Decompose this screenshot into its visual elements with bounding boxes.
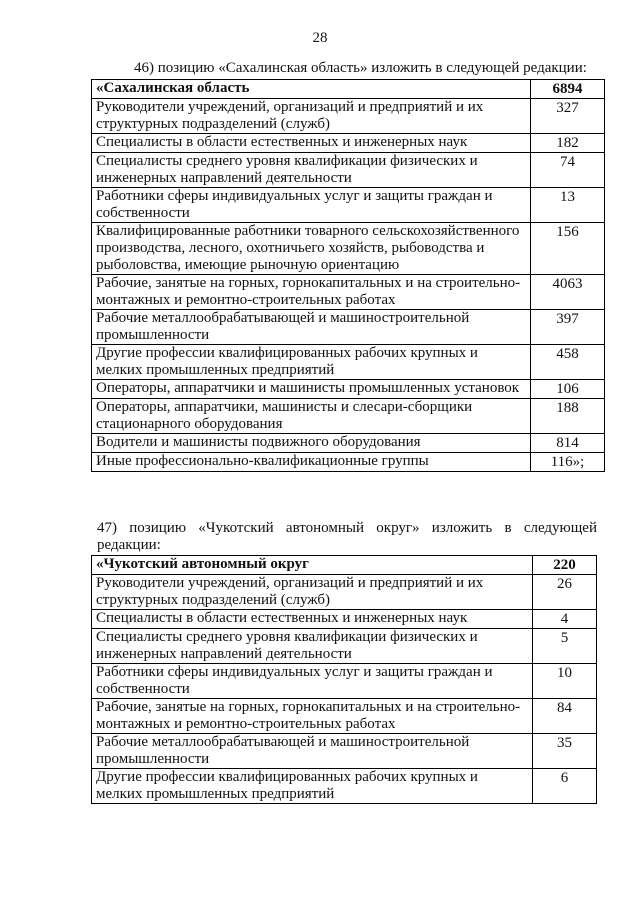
- occupation-group: Другие профессии квалифицированных рабочих крупных и мелких промышленных предприятий: [92, 769, 533, 804]
- group-count: 84: [533, 699, 597, 734]
- occupation-group: Рабочие, занятые на горных, горнокапитальных и на строительно-монтажных и ремонтно-строительных работах: [92, 275, 531, 310]
- group-count: 10: [533, 664, 597, 699]
- table-row: [92, 153, 605, 188]
- table-row: [92, 453, 605, 472]
- group-count: 814: [531, 434, 605, 453]
- group-count: 182: [531, 134, 605, 153]
- table-row: [92, 345, 605, 380]
- group-count: 106: [531, 380, 605, 399]
- table-row: [92, 134, 605, 153]
- section-46-intro: 46) позицию «Сахалинская область» изложить в следующей редакции:: [134, 60, 587, 76]
- occupation-group: Другие профессии квалифицированных рабочих крупных и мелких промышленных предприятий: [92, 345, 531, 380]
- group-count: 35: [533, 734, 597, 769]
- occupation-group: Руководители учреждений, организаций и предприятий и их структурных подразделений (служб): [92, 575, 533, 610]
- group-count: 4063: [531, 275, 605, 310]
- region-name: «Чукотский автономный округ: [92, 556, 533, 575]
- occupation-group: Специалисты среднего уровня квалификации физических и инженерных направлений деятельности: [92, 629, 533, 664]
- occupation-group: Операторы, аппаратчики и машинисты промышленных установок: [92, 380, 531, 399]
- table-header-row: [92, 80, 605, 99]
- occupation-group: Водители и машинисты подвижного оборудования: [92, 434, 531, 453]
- occupation-group: Операторы, аппаратчики, машинисты и слесари-сборщики стационарного оборудования: [92, 399, 531, 434]
- group-count: 188: [531, 399, 605, 434]
- section-47-intro: 47) позицию «Чукотский автономный округ» изложить в следующей редакции:: [97, 520, 597, 553]
- group-count: 4: [533, 610, 597, 629]
- occupation-group: Рабочие металлообрабатывающей и машиностроительной промышленности: [92, 734, 533, 769]
- table-row: [92, 275, 605, 310]
- table-row: [92, 99, 605, 134]
- group-count: 5: [533, 629, 597, 664]
- table-row: [92, 434, 605, 453]
- group-count: 327: [531, 99, 605, 134]
- region-total: 6894: [531, 80, 605, 99]
- table-row: [92, 699, 597, 734]
- chukotka-table: [91, 555, 597, 804]
- group-count: 116»;: [531, 453, 605, 472]
- table-row: [92, 575, 597, 610]
- table-row: [92, 188, 605, 223]
- table-header-row: [92, 556, 597, 575]
- table-row: [92, 734, 597, 769]
- occupation-group: Специалисты в области естественных и инженерных наук: [92, 610, 533, 629]
- group-count: 156: [531, 223, 605, 275]
- group-count: 397: [531, 310, 605, 345]
- occupation-group: Специалисты среднего уровня квалификации физических и инженерных направлений деятельности: [92, 153, 531, 188]
- occupation-group: Квалифицированные работники товарного сельскохозяйственного производства, лесного, охотничьего хозяйств, рыбоводства и рыболовства, имеющие рыночную ориентацию: [92, 223, 531, 275]
- group-count: 6: [533, 769, 597, 804]
- region-total: 220: [533, 556, 597, 575]
- occupation-group: Специалисты в области естественных и инженерных наук: [92, 134, 531, 153]
- table-row: [92, 610, 597, 629]
- occupation-group: Рабочие, занятые на горных, горнокапитальных и на строительно-монтажных и ремонтно-строительных работах: [92, 699, 533, 734]
- page-number: 28: [312, 30, 328, 46]
- group-count: 74: [531, 153, 605, 188]
- group-count: 458: [531, 345, 605, 380]
- group-count: 13: [531, 188, 605, 223]
- table-row: [92, 223, 605, 275]
- table-row: [92, 399, 605, 434]
- table-row: [92, 664, 597, 699]
- table-row: [92, 629, 597, 664]
- occupation-group: Рабочие металлообрабатывающей и машиностроительной промышленности: [92, 310, 531, 345]
- occupation-group: Работники сферы индивидуальных услуг и защиты граждан и собственности: [92, 664, 533, 699]
- table-row: [92, 310, 605, 345]
- table-row: [92, 769, 597, 804]
- table-row: [92, 380, 605, 399]
- region-name: «Сахалинская область: [92, 80, 531, 99]
- occupation-group: Руководители учреждений, организаций и предприятий и их структурных подразделений (служб): [92, 99, 531, 134]
- occupation-group: Иные профессионально-квалификационные группы: [92, 453, 531, 472]
- group-count: 26: [533, 575, 597, 610]
- occupation-group: Работники сферы индивидуальных услуг и защиты граждан и собственности: [92, 188, 531, 223]
- sakhalin-table: [91, 79, 605, 472]
